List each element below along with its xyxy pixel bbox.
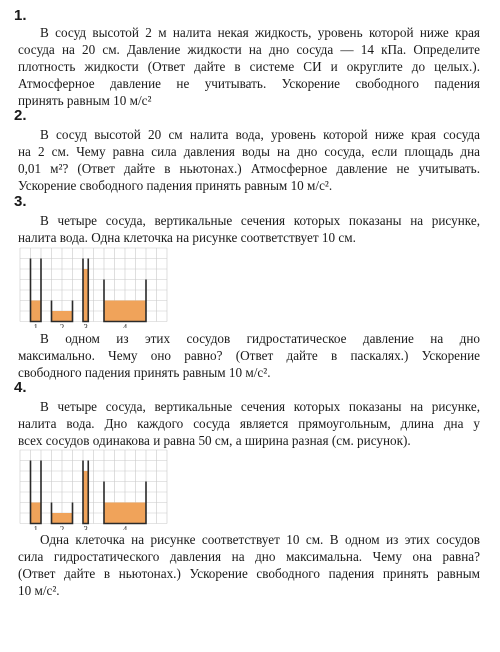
water-fill <box>52 311 73 322</box>
problem-intro <box>18 212 480 246</box>
problem-number: 3. <box>14 193 27 210</box>
text-line: Ускорение свободного падения принять равным 10 м/с². <box>18 178 333 193</box>
text-line: сосуда на 20 см. Давление жидкости на дно сосуда — 14 кПа. Определите <box>18 42 480 57</box>
text-line: всех сосудов одинакова и равна 50 см, а ширина разная (см. рисунок). <box>18 433 411 448</box>
vessel-label: 2 <box>59 524 65 530</box>
text-line: сила гидростатического давления на дно максимальна. Чему она равна? <box>18 549 480 564</box>
vessels-diagram <box>18 246 173 328</box>
text-line: на 2 см. Чему равна сила давления воды на дно сосуда, если площадь дна <box>18 144 480 159</box>
problem-number: 1. <box>14 7 27 24</box>
text-line: В четыре сосуда, вертикальные сечения которых показаны на рисунке, <box>40 213 480 228</box>
text-line: Одна клеточка на рисунке соответствует 10 см. В одном из этих сосудов <box>40 532 480 547</box>
text-line: 10 м/с². <box>18 583 60 598</box>
text-line: В четыре сосуда, вертикальные сечения которых показаны на рисунке, <box>40 399 480 414</box>
vessels-figure <box>18 448 173 535</box>
vessel-label: 1 <box>33 524 38 530</box>
text-line: В одном из этих сосудов гидростатическое давление на дно <box>40 331 480 346</box>
text-line: плотность жидкости (Ответ дайте в системе СИ и округлите до целых.). <box>18 59 480 74</box>
problem-number: 4. <box>14 379 27 396</box>
problem-text <box>18 126 480 194</box>
text-line: В сосуд высотой 2 м налита некая жидкость, уровень которой ниже края <box>40 25 480 40</box>
text-line: налита вода. Дно каждого сосуда является прямоугольным, длина дна у <box>18 416 480 431</box>
vessel-label: 4 <box>122 524 128 530</box>
problem-intro <box>18 398 480 449</box>
vessel-label: 3 <box>83 322 88 328</box>
text-line: свободного падения принять равным 10 м/с². <box>18 365 271 380</box>
text-line: (Ответ дайте в ньютонах.) Ускорение свободного падения принять равным <box>18 566 480 581</box>
text-line: налита вода. Одна клеточка на рисунке соответствует 10 см. <box>18 230 356 245</box>
water-fill <box>52 513 73 524</box>
vessel-label: 2 <box>59 322 65 328</box>
problem-text <box>18 24 480 109</box>
vessel-label: 4 <box>122 322 128 328</box>
vessels-figure <box>18 246 173 333</box>
text-line: Атмосферное давление не учитывать. Ускорение свободного падения <box>18 76 480 91</box>
text-line: 0,01 м²? (Ответ дайте в ньютонах.) Атмосферное давление не учитывать. <box>18 161 480 176</box>
vessel-label: 1 <box>33 322 38 328</box>
water-fill <box>104 301 146 322</box>
problem-question <box>18 330 480 381</box>
text-line: максимально. Чему оно равно? (Ответ дайте в паскалях.) Ускорение <box>18 348 480 363</box>
water-fill <box>31 301 42 322</box>
vessels-diagram <box>18 448 173 530</box>
vessel-label: 3 <box>83 524 88 530</box>
problem-question <box>18 531 480 599</box>
problem-number: 2. <box>14 107 27 124</box>
text-line: В сосуд высотой 20 см налита вода, уровень которой ниже края сосуда <box>40 127 480 142</box>
text-line: принять равным 10 м/с² <box>18 93 152 108</box>
water-fill <box>31 503 42 524</box>
water-fill <box>104 503 146 524</box>
